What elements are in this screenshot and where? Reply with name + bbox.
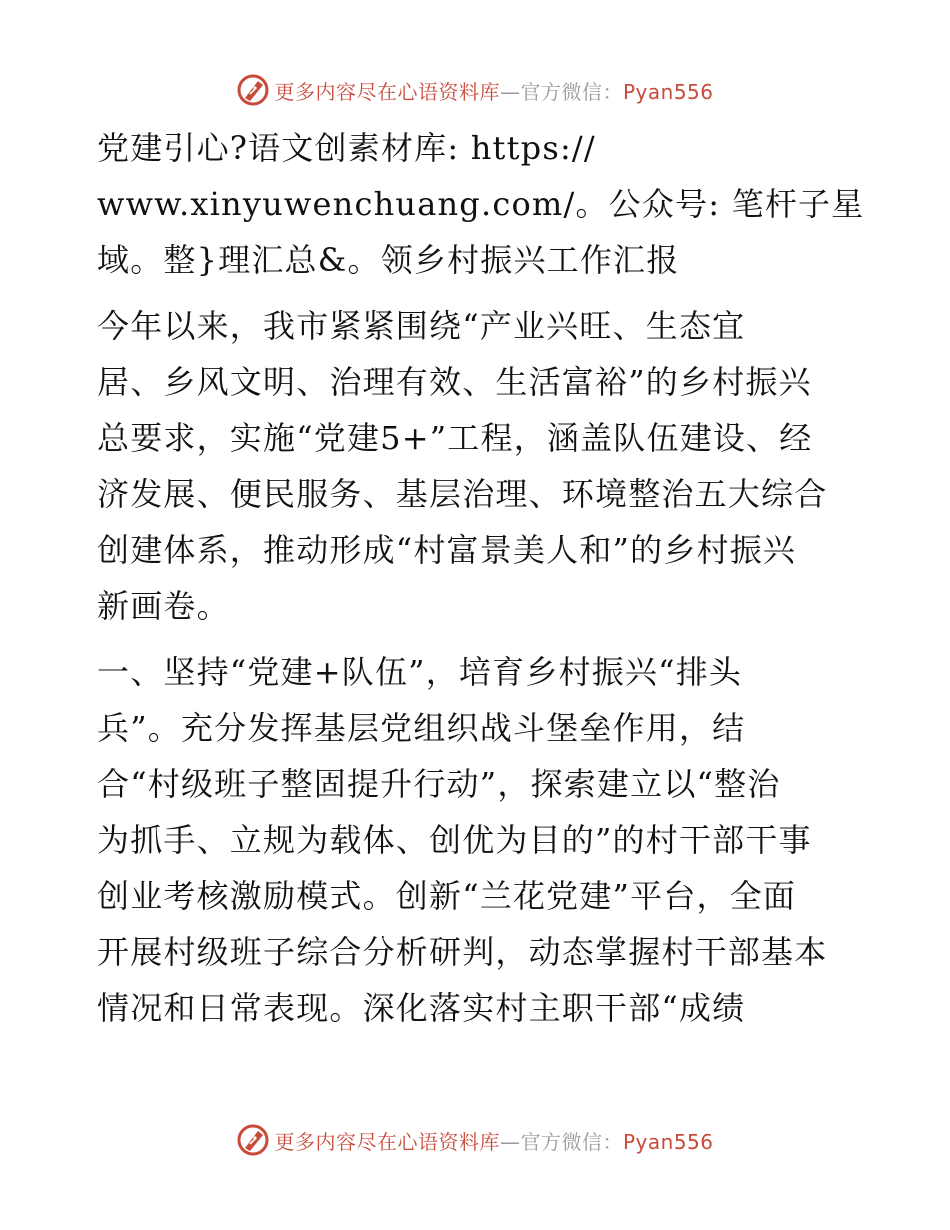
header-watermark xyxy=(0,70,950,110)
watermark-official-label: 官方微信： xyxy=(520,79,623,104)
text-line: 情况和日常表现。深化落实村主职干部“成绩 xyxy=(97,989,746,1027)
text-line: 为抓手、立规为载体、创优为目的”的村干部干事 xyxy=(97,821,812,859)
text-line: 创建体系，推动形成“村富景美人和”的乡村振兴 xyxy=(97,531,797,569)
text-line: 兵”。充分发挥基层党组织战斗堡垒作用，结 xyxy=(97,709,746,747)
text-line: 开展村级班子综合分析研判，动态掌握村干部基本 xyxy=(97,933,828,971)
watermark-text xyxy=(274,76,713,105)
text-line: 总要求，实施“党建5+”工程，涵盖队伍建设、经 xyxy=(97,419,813,457)
watermark-brand: 更多内容尽在心语资料库 xyxy=(274,1129,500,1154)
text-line: 今年以来，我市紧紧围绕“产业兴旺、生态宜 xyxy=(97,307,746,345)
text-line: 创业考核激励模式。创新“兰花党建”平台，全面 xyxy=(97,877,797,915)
footer-watermark xyxy=(0,1120,950,1160)
paragraph-overview xyxy=(97,298,857,634)
text-line: 一、坚持“党建+队伍”，培育乡村振兴“排头 xyxy=(97,653,743,691)
paragraph-intro xyxy=(97,120,865,288)
watermark-wechat-id: Pyan556 xyxy=(622,1129,714,1154)
text-line: 党建引心?语文创素材库: https:// xyxy=(97,129,596,167)
watermark-official-label: 官方微信： xyxy=(520,1129,623,1154)
watermark-text xyxy=(274,1126,713,1155)
watermark-separator: — xyxy=(499,1129,521,1154)
text-line: 居、乡风文明、治理有效、生活富裕”的乡村振兴 xyxy=(97,363,812,401)
watermark-separator: — xyxy=(499,79,521,104)
pen-nib-circle-icon xyxy=(236,1123,270,1157)
text-line: 域。整}理汇总&。领乡村振兴工作汇报 xyxy=(97,241,680,279)
text-line: 新画卷。 xyxy=(97,587,230,625)
pen-nib-circle-icon xyxy=(236,73,270,107)
watermark-wechat-id: Pyan556 xyxy=(622,79,714,104)
text-line: 济发展、便民服务、基层治理、环境整治五大综合 xyxy=(97,475,828,513)
watermark-brand: 更多内容尽在心语资料库 xyxy=(274,79,500,104)
text-line: www.xinyuwenchuang.com/。公众号: 笔杆子星 xyxy=(97,185,865,223)
text-line: 合“村级班子整固提升行动”，探索建立以“整治 xyxy=(97,765,781,803)
paragraph-section-one xyxy=(97,644,857,1036)
document-body xyxy=(97,120,865,1036)
